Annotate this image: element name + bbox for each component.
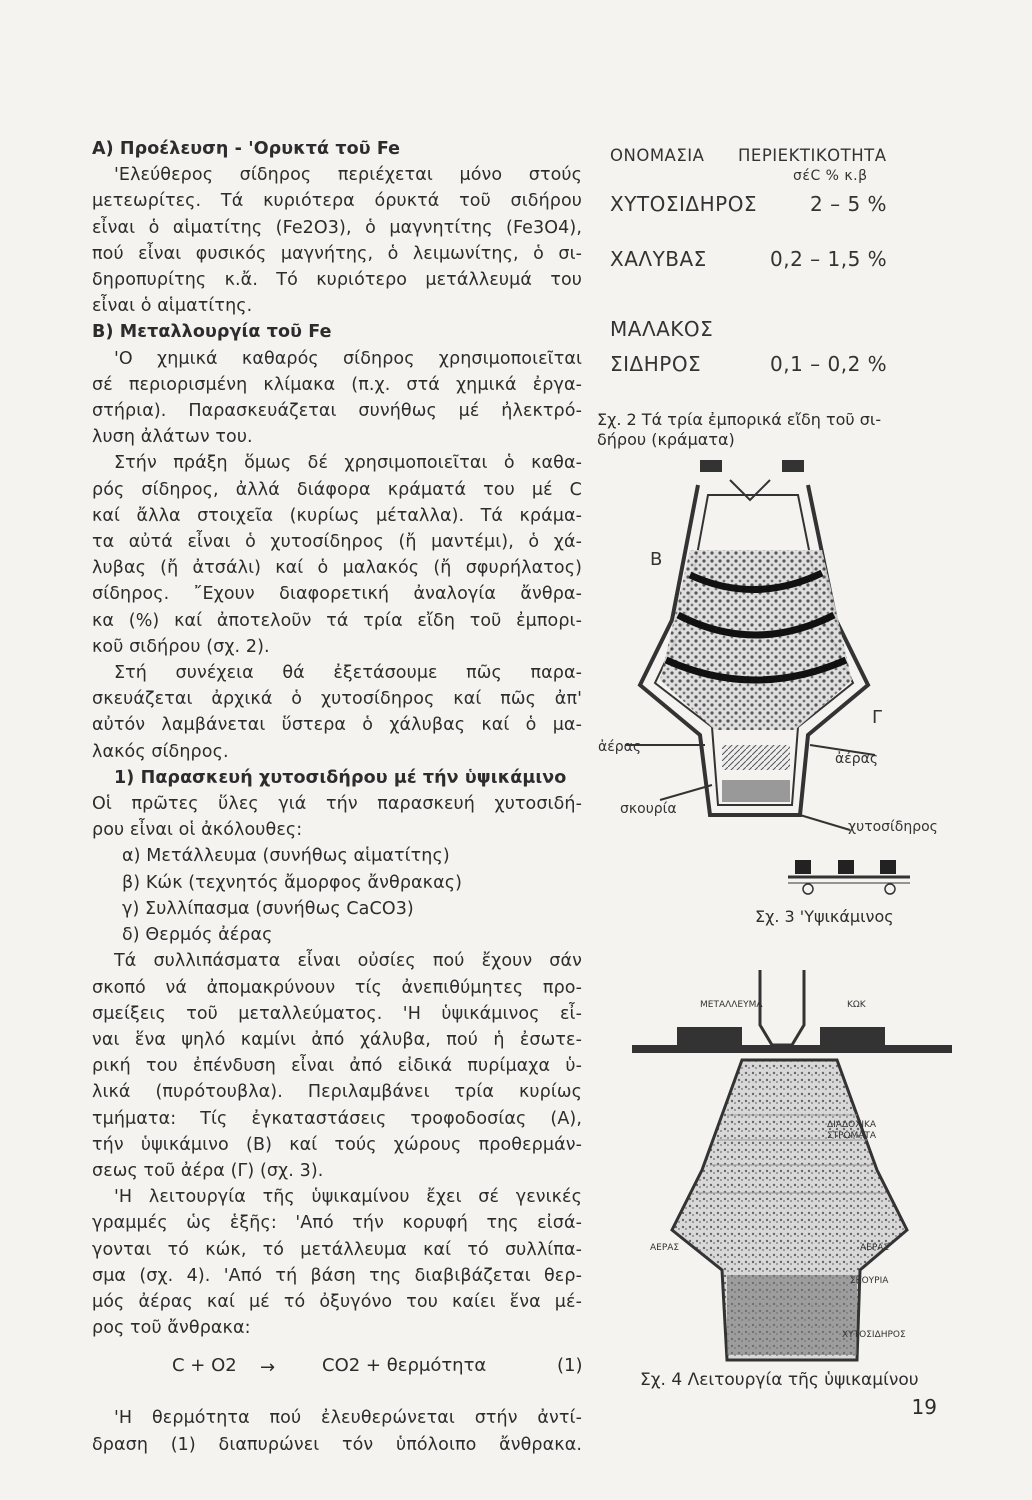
- text-line: λυση ἀλάτων του.: [92, 427, 253, 448]
- label-slag: ΣΚΟΥΡΙΑ: [850, 1276, 889, 1286]
- text-line: τμήματα: Τίς ἐγκαταστάσεις τροφοδοσίας (Α),: [92, 1108, 582, 1129]
- table-row-value: 2 – 5 %: [810, 192, 888, 216]
- text-line: ναι ἕνα ψηλό καμίνι ἀπό χάλυβα, πού ἡ ἐσωτε-: [92, 1029, 582, 1050]
- equation-number: (1): [557, 1355, 583, 1377]
- text-line: ρος τοῦ ἄνθρακα:: [92, 1318, 251, 1339]
- label-b: Β: [650, 549, 663, 570]
- text-line: Τά συλλιπάσματα εἶναι οὐσίες πού ἔχουν σάν: [114, 951, 582, 972]
- label-slag: σκουρία: [620, 801, 677, 817]
- label-coke: ΚΩΚ: [847, 1000, 866, 1010]
- text-line: 'Ελεύθερος σίδηρος περιέχεται μόνο στούς: [114, 165, 582, 186]
- furnace-charge: [660, 550, 852, 730]
- table-row-value: 0,2 – 1,5 %: [770, 247, 888, 271]
- text-line: 'Ο χημικά καθαρός σίδηρος χρησιμοποιεῖται: [114, 348, 582, 369]
- text-line: γραμμές ὡς ἑξῆς: 'Από τήν κορυφή της εἰσά-: [92, 1213, 582, 1234]
- body-text: [92, 136, 582, 1458]
- label-cast-iron: χυτοσίδηρος: [848, 819, 938, 835]
- text-line: σίδηρος. ῎Εχουν διαφορετική ἀναλογία ἄνθρα-: [92, 584, 582, 605]
- text-line: στήρια). Παρασκευάζεται συνήθως μέ ἠλεκτρό-: [92, 401, 582, 422]
- list-item: α) Μετάλλευμα (συνήθως αἱματίτης): [122, 846, 450, 867]
- list-item: γ) Συλλίπασμα (συνήθως CaCO3): [122, 898, 414, 919]
- top-cart-right: [782, 460, 804, 472]
- label-air-right: ΑΕΡΑΣ: [860, 1243, 890, 1253]
- text-line: σεως τοῦ ἀέρα (Γ) (σχ. 3).: [92, 1160, 324, 1181]
- list-item: β) Κώκ (τεχνητός ἄμορφος ἄνθρακας): [122, 872, 463, 893]
- label-cast-iron: ΧΥΤΟΣΙΔΗΡΟΣ: [842, 1330, 906, 1340]
- text-line: ρική του ἐπένδυση εἶναι ἀπό εἰδικά πυρίμαχα ὑ-: [92, 1056, 582, 1077]
- table-row-name: ΣΙΔΗΡΟΣ: [610, 352, 702, 376]
- equation-lhs: C + O2: [172, 1355, 237, 1377]
- text-line: πού εἶναι φυσικός μαγνήτης, ὁ λειμωνίτης, ὁ σι-: [92, 243, 582, 264]
- top-cart-left: [700, 460, 722, 472]
- label-air-left: ἀέρας: [598, 739, 642, 755]
- furnace-operation-figure: [632, 965, 952, 1370]
- text-line: κοῦ σιδήρου (σχ. 2).: [92, 636, 270, 657]
- text-line: σμα (σχ. 4). 'Από τή βάση της διαβιβάζεται θερ-: [92, 1265, 582, 1286]
- table-row-value: 0,1 – 0,2 %: [770, 352, 888, 376]
- arrow-icon: →: [260, 1357, 276, 1379]
- page-number: 19: [911, 1395, 937, 1419]
- text-line: μός ἀέρας καί μέ τό ὀξυγόνο του καίει ἕνα μέ-: [92, 1291, 582, 1312]
- text-line: ρου εἶναι οἱ ἀκόλουθες:: [92, 820, 303, 841]
- figure-caption-2: [597, 410, 881, 450]
- text-line: σμείξεις τοῦ μεταλλεύματος. 'Η ὑψικάμινος εἶ-: [92, 1003, 582, 1024]
- text-line: αὐτόν λαμβάνεται ὕστερα ὁ χάλυβας καί ὁ μα-: [92, 715, 582, 736]
- text-line: Οἱ πρῶτες ὕλες γιά τήν παρασκευή χυτοσιδή-: [92, 794, 582, 815]
- label-layers: ΔΙΑΔΟΧΙΚΑ: [827, 1120, 877, 1130]
- text-line: δραση (1) διαπυρώνει τόν ὑπόλοιπο ἄνθρακα.: [92, 1434, 582, 1455]
- table-header-unit: σέC % κ.β: [793, 168, 868, 184]
- chemical-equation: [92, 1347, 582, 1391]
- text-line: σέ περιορισμένη κλίμακα (π.χ. στά χημικά ἐργα-: [92, 374, 582, 395]
- text-line: εἶναι ὁ αἱματίτης (Fe2O3), ὁ μαγνητίτης (Fe3O4),: [92, 217, 582, 238]
- label-layers: ΣΤΡΩΜΑΤΑ: [827, 1131, 877, 1141]
- text-line: καί ἄλλα στοιχεῖα (κυρίως μέταλλα). Τά κράμα-: [92, 505, 582, 526]
- table-row-name: ΧΥΤΟΣΙΔΗΡΟΣ: [610, 192, 758, 216]
- blast-furnace-figure: [590, 455, 960, 905]
- caption-line: Σχ. 2 Τά τρία ἐμπορικά εἴδη τοῦ σι-: [597, 410, 882, 429]
- table-row-name: ΜΑΛΑΚΟΣ: [610, 317, 714, 341]
- text-line: λακός σίδηρος.: [92, 741, 229, 762]
- text-line: εἶναι ὁ αἱματίτης.: [92, 296, 253, 317]
- text-line: σκοπό νά ἀπομακρύνουν τίς ἀνεπιθύμητες προ-: [92, 977, 582, 998]
- section-heading-b: Β) Μεταλλουργία τοῦ Fe: [92, 322, 332, 343]
- text-line: δηροπυρίτης κ.ἄ. Τό κυριότερο μετάλλευμά του: [92, 270, 582, 291]
- text-line: Στήν πράξη ὅμως δέ χρησιμοποιεῖται ὁ καθα-: [114, 453, 582, 474]
- text-line: 'Η λειτουργία τῆς ὑψικαμίνου ἔχει σέ γενικές: [114, 1187, 582, 1208]
- section-heading-1: 1) Παρασκευή χυτοσιδήρου μέ τήν ὑψικάμινο: [114, 767, 567, 788]
- text-line: ρός σίδηρος, ἀλλά διάφορα κράματά του μέ C: [92, 479, 582, 500]
- table-header-content: ΠΕΡΙΕΚΤΙΚΟΤΗΤΑ: [738, 146, 887, 165]
- label-air-right: ἀέρας: [835, 751, 879, 767]
- text-line: λικά (πυρότουβλα). Περιλαμβάνει τρία κυρίως: [92, 1082, 582, 1103]
- list-item: δ) Θερμός ἀέρας: [122, 925, 273, 946]
- figure-caption-4: Σχ. 4 Λειτουργία τῆς ὑψικαμίνου: [640, 1370, 919, 1390]
- label-air-left: ΑΕΡΑΣ: [650, 1243, 680, 1253]
- section-heading-a: Α) Προέλευση - 'Ορυκτά τοῦ Fe: [92, 139, 401, 159]
- label-ore: ΜΕΤΑΛΛΕΥΜΑ: [700, 1000, 763, 1010]
- text-line: μετεωρίτες. Τά κυριότερα όρυκτά τοῦ σιδήρου: [92, 191, 582, 212]
- text-line: 'Η θερμότητα πού ἐλευθερώνεται στήν ἀντί-: [114, 1408, 582, 1429]
- text-line: τα αὐτά εἶναι ὁ χυτοσίδηρος (ἤ μαντέμι), ὁ χά-: [92, 532, 582, 553]
- equation-rhs: CO2 + θερμότητα: [322, 1355, 487, 1377]
- text-line: γονται τό κώκ, τό μετάλλευμα καί τό συλλίπα-: [92, 1239, 582, 1260]
- text-line: σκευάζεται ἀρχικά ὁ χυτοσίδηρος καί πῶς ἀπ': [92, 689, 582, 710]
- text-line: κα (%) καί ἀποτελοῦν τά τρία εἴδη τοῦ ἐμπορι-: [92, 610, 582, 631]
- text-line: λυβας (ἤ ἀτσάλι) καί ὁ μαλακός (ἤ σφυρήλατος): [92, 558, 582, 579]
- text-line: Στή συνέχεια θά ἐξετάσουμε πῶς παρα-: [114, 663, 582, 684]
- caption-line: δήρου (κράματα): [597, 430, 735, 449]
- text-line: τήν ὑψικάμινο (Β) καί τούς χώρους προθερμάν-: [92, 1134, 582, 1155]
- table-row-name: ΧΑΛΥΒΑΣ: [610, 247, 707, 271]
- table-header-name: ΟΝΟΜΑΣΙΑ: [610, 146, 705, 165]
- figure-caption-3: Σχ. 3 'Υψικάμινος: [755, 907, 894, 926]
- label-g: Γ: [872, 707, 883, 728]
